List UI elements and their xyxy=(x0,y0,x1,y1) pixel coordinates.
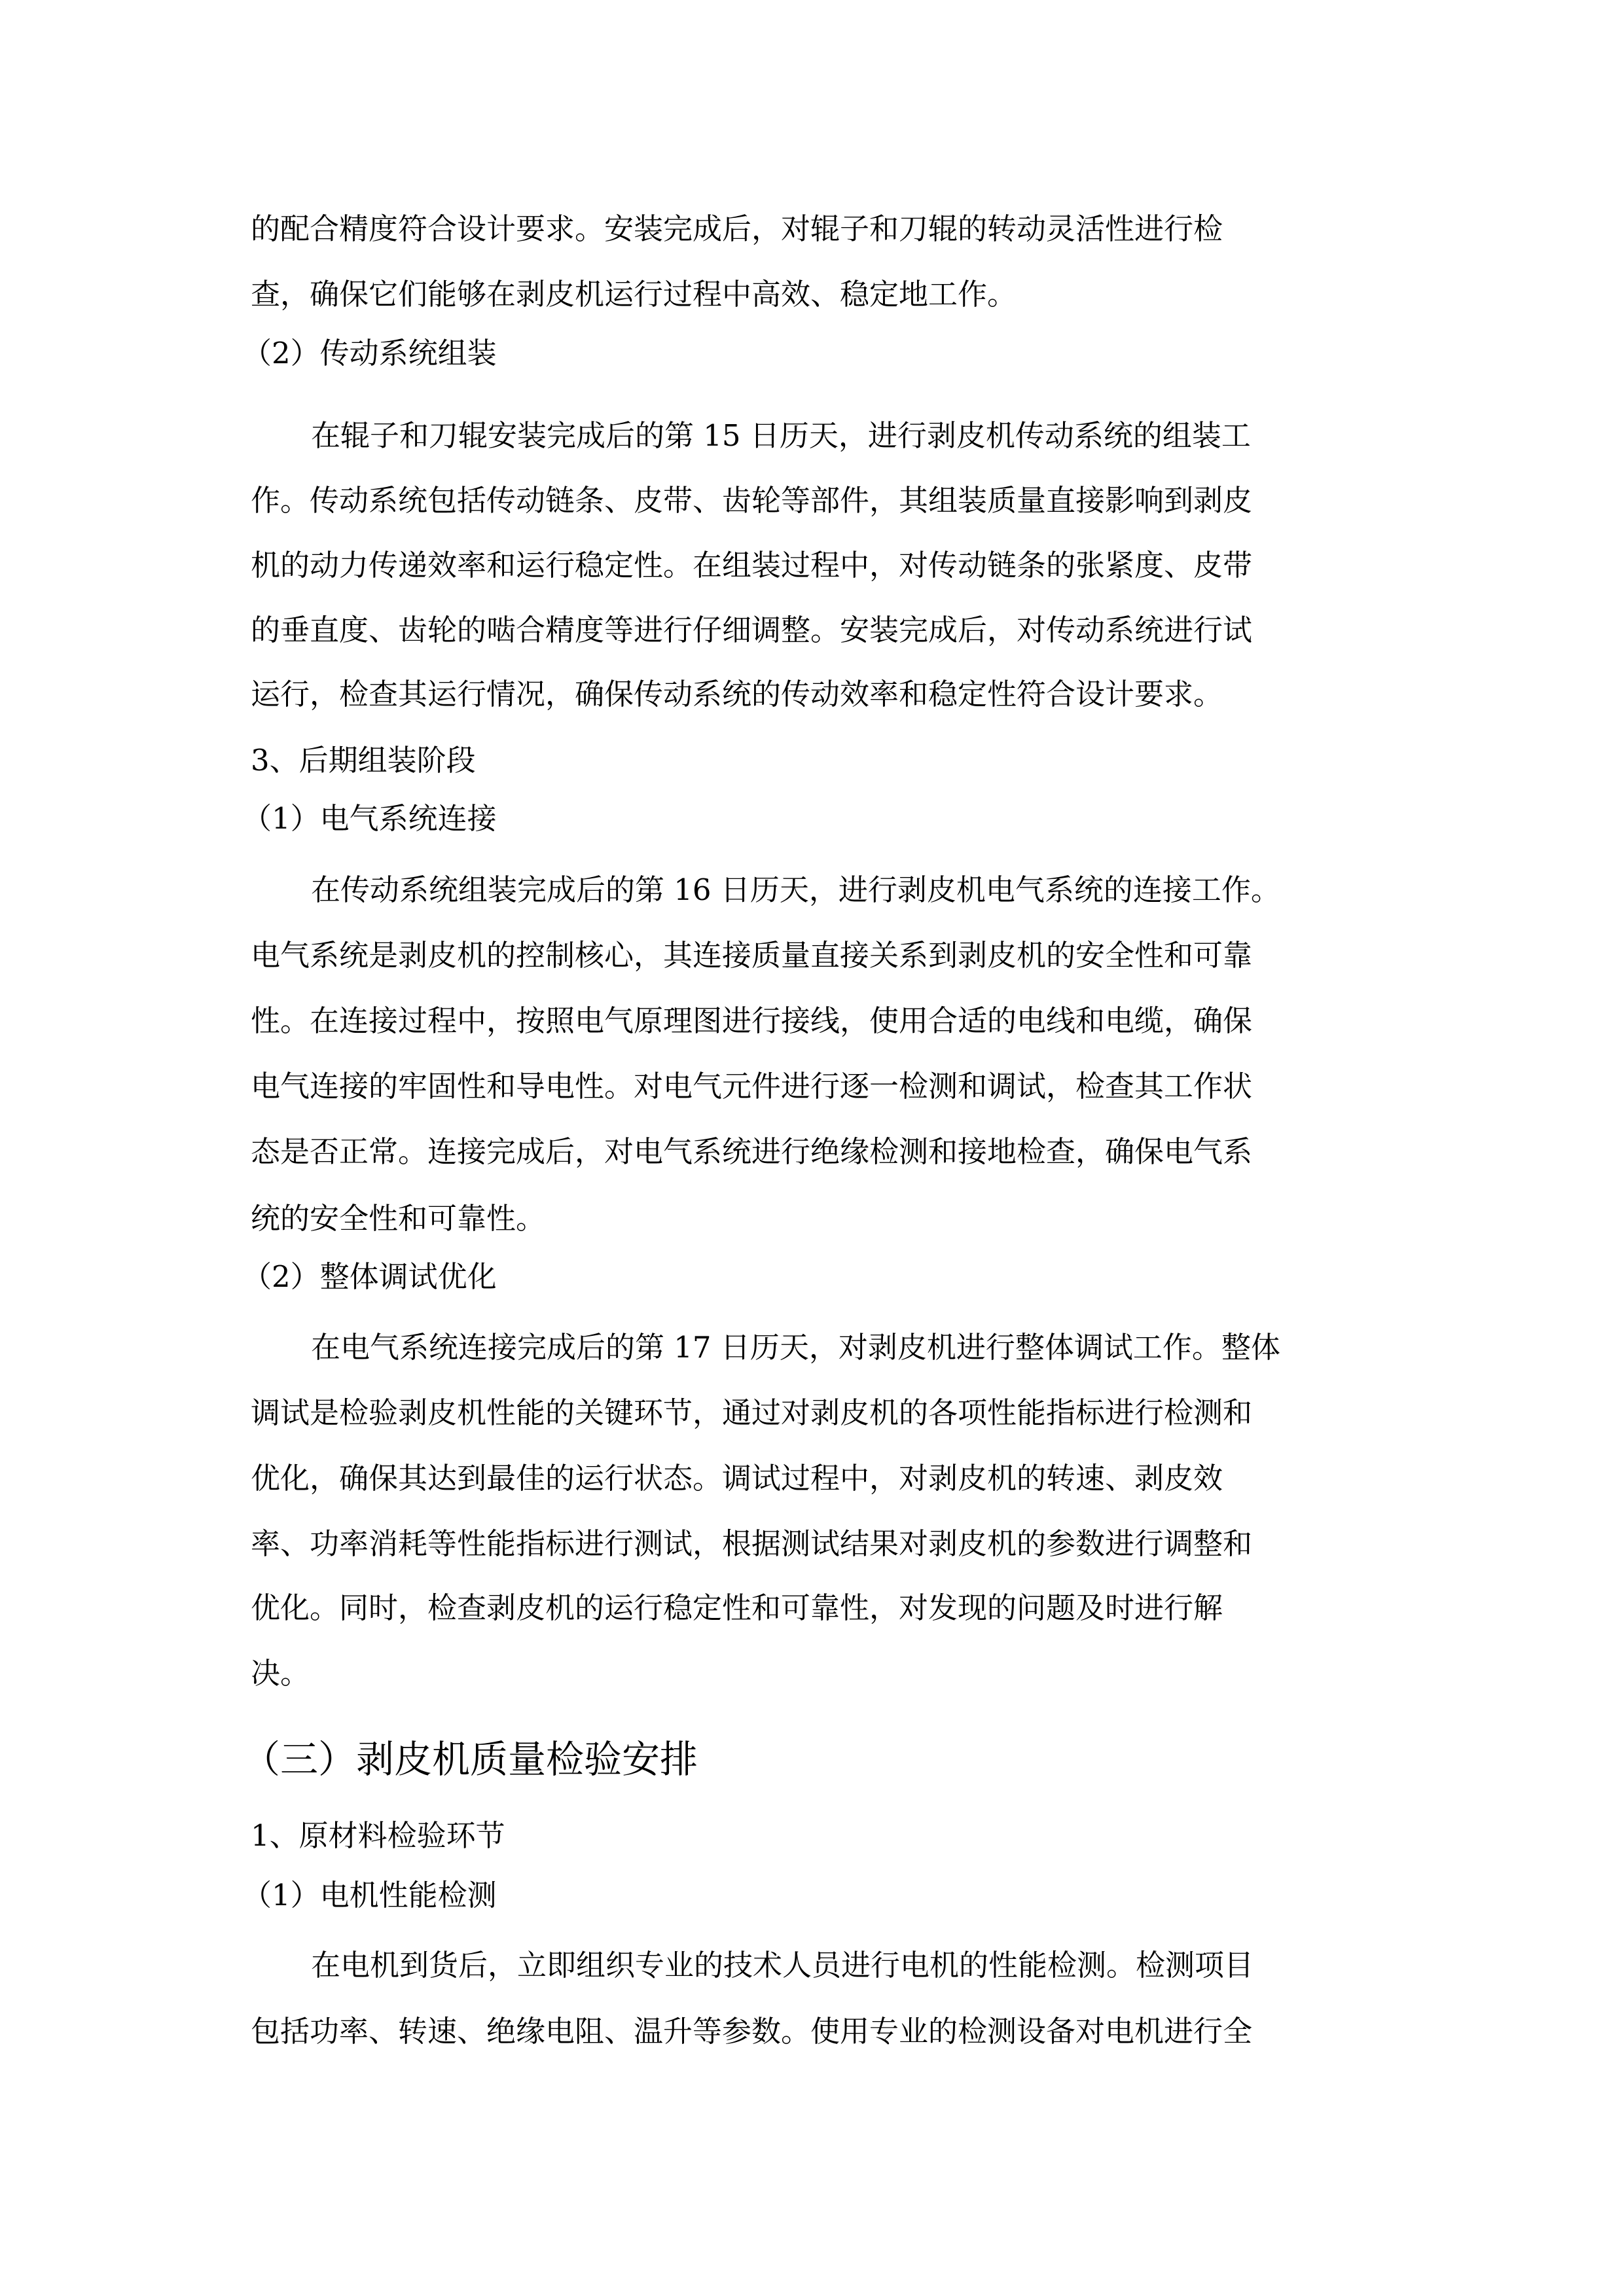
paragraph-line: 率、功率消耗等性能指标进行测试，根据测试结果对剥皮机的参数进行调整和 xyxy=(251,1526,1253,1561)
paragraph-line: 态是否正常。连接完成后，对电气系统进行绝缘检测和接地检查，确保电气系 xyxy=(251,1134,1253,1169)
subheading: （2）传动系统组装 xyxy=(242,336,497,370)
paragraph-line: 电气系统是剥皮机的控制核心，其连接质量直接关系到剥皮机的安全性和可靠 xyxy=(251,938,1253,973)
paragraph-line: 在电机到货后，立即组织专业的技术人员进行电机的性能检测。检测项目 xyxy=(311,1948,1254,1982)
section-heading: 1、原材料检验环节 xyxy=(251,1818,505,1853)
paragraph-line: 在电气系统连接完成后的第 17 日历天，对剥皮机进行整体调试工作。整体 xyxy=(311,1330,1280,1365)
paragraph-line: 的配合精度符合设计要求。安装完成后，对辊子和刀辊的转动灵活性进行检 xyxy=(251,211,1223,246)
section-heading: 3、后期组装阶段 xyxy=(251,743,476,778)
paragraph-line: 电气连接的牢固性和导电性。对电气元件进行逐一检测和调试，检查其工作状 xyxy=(251,1069,1253,1103)
paragraph-line: 查，确保它们能够在剥皮机运行过程中高效、稳定地工作。 xyxy=(251,277,1017,312)
paragraph-line: 作。传动系统包括传动链条、皮带、齿轮等部件，其组装质量直接影响到剥皮 xyxy=(251,483,1253,518)
paragraph-line: 在辊子和刀辊安装完成后的第 15 日历天，进行剥皮机传动系统的组装工 xyxy=(311,418,1251,453)
subheading: （1）电机性能检测 xyxy=(242,1878,497,1912)
chapter-heading: （三）剥皮机质量检验安排 xyxy=(242,1737,698,1782)
subheading: （2）整体调试优化 xyxy=(242,1259,497,1294)
paragraph-line: 的垂直度、齿轮的啮合精度等进行仔细调整。安装完成后，对传动系统进行试 xyxy=(251,613,1253,647)
paragraph-line: 调试是检验剥皮机性能的关键环节，通过对剥皮机的各项性能指标进行检测和 xyxy=(251,1395,1253,1430)
paragraph-line: 优化，确保其达到最佳的运行状态。调试过程中，对剥皮机的转速、剥皮效 xyxy=(251,1461,1223,1496)
paragraph-line: 在传动系统组装完成后的第 16 日历天，进行剥皮机电气系统的连接工作。 xyxy=(311,872,1280,907)
subheading: （1）电气系统连接 xyxy=(242,801,497,836)
paragraph-line: 包括功率、转速、绝缘电阻、温升等参数。使用专业的检测设备对电机进行全 xyxy=(251,2014,1253,2049)
paragraph-line: 性。在连接过程中，按照电气原理图进行接线，使用合适的电线和电缆，确保 xyxy=(251,1003,1253,1038)
paragraph-line: 机的动力传递效率和运行稳定性。在组装过程中，对传动链条的张紧度、皮带 xyxy=(251,548,1253,583)
paragraph-line: 优化。同时，检查剥皮机的运行稳定性和可靠性，对发现的问题及时进行解 xyxy=(251,1590,1223,1625)
paragraph-line: 决。 xyxy=(251,1656,310,1691)
paragraph-line: 统的安全性和可靠性。 xyxy=(251,1201,546,1236)
paragraph-line: 运行，检查其运行情况，确保传动系统的传动效率和稳定性符合设计要求。 xyxy=(251,677,1223,711)
